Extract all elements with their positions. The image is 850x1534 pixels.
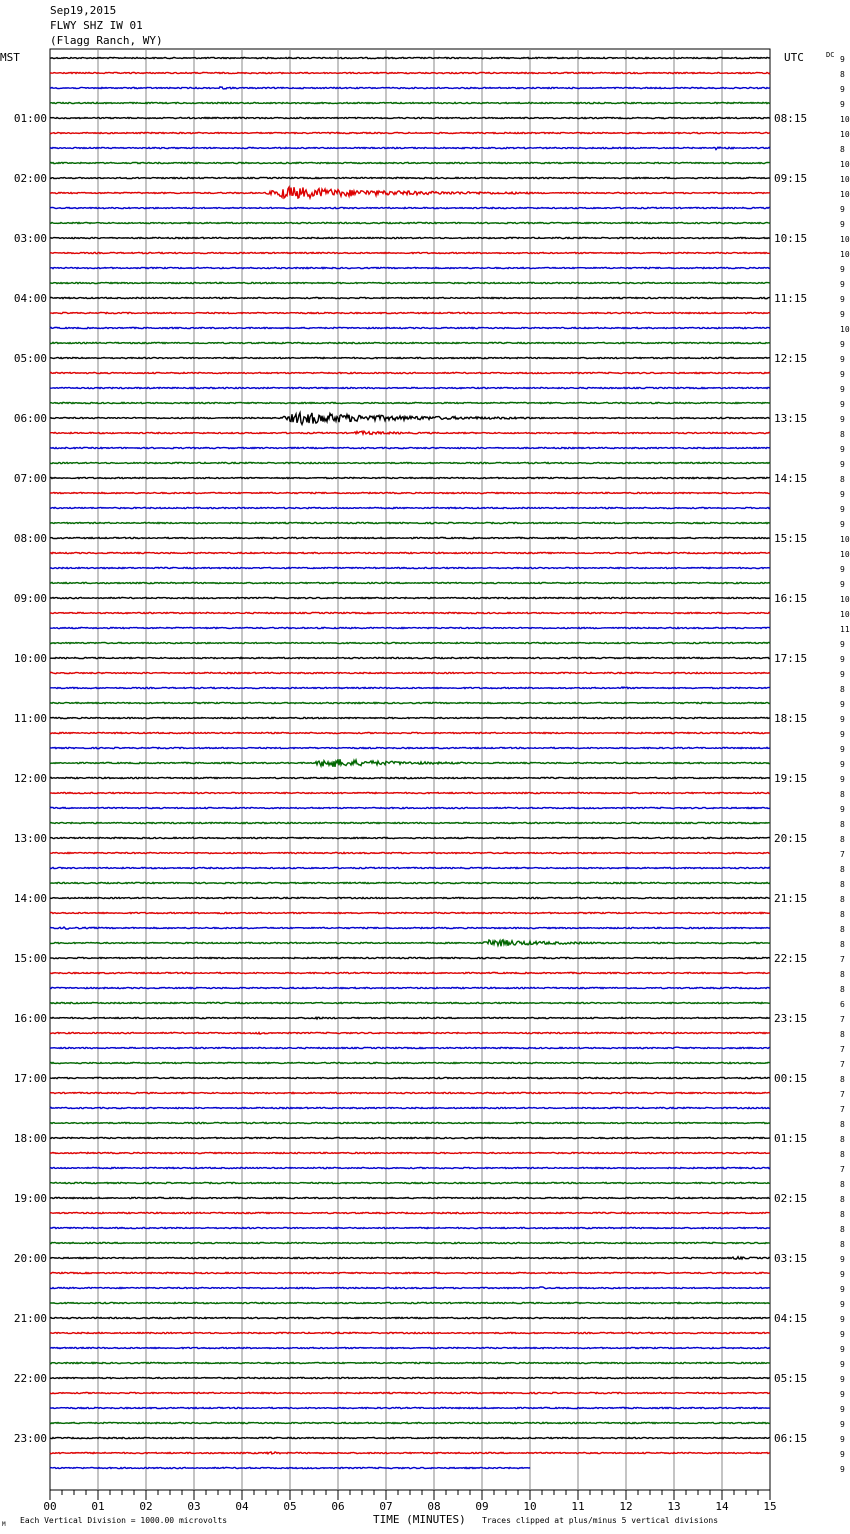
dc-offset-label: 9 [840,490,845,499]
seismic-trace [50,1347,770,1348]
location-label: (Flagg Ranch, WY) [50,34,163,47]
seismic-trace [50,657,770,658]
dc-offset-label: 10 [840,550,850,559]
dc-offset-label: 8 [840,925,845,934]
seismic-trace [50,940,770,947]
seismic-trace [50,1437,770,1438]
seismic-trace [50,582,770,583]
seismic-trace [50,117,770,118]
dc-offset-label: 9 [840,340,845,349]
vertical-division-note: Each Vertical Division = 1000.00 microvolts [20,1516,228,1525]
x-tick-label: 13 [667,1500,681,1513]
seismic-trace [50,852,770,853]
station-label: FLWY SHZ IW 01 [50,19,143,32]
dc-offset-label: 9 [840,700,845,709]
dc-offset-label: 9 [840,295,845,304]
dc-offset-label: 7 [840,1165,845,1174]
left-hour-label: 14:00 [13,892,47,905]
dc-offset-label: 9 [840,580,845,589]
seismic-trace [50,552,770,553]
seismic-trace [50,1227,770,1228]
seismic-trace [50,597,770,598]
left-hour-label: 20:00 [13,1252,47,1265]
seismic-trace [50,1422,770,1423]
x-tick-label: 02 [139,1500,153,1513]
dc-offset-label: 10 [840,595,850,604]
left-hour-label: 22:00 [13,1372,47,1385]
dc-offset-label: 9 [840,460,845,469]
dc-offset-label: 9 [840,205,845,214]
seismic-trace [50,387,770,388]
seismic-trace [50,327,770,328]
dc-offset-label: 9 [840,1315,845,1324]
seismic-trace [50,567,770,568]
right-hour-label: 23:15 [774,1012,808,1025]
seismic-trace [50,507,770,508]
seismic-trace [50,1317,770,1318]
dc-offset-label: 9 [840,100,845,109]
seismic-trace [50,132,770,133]
dc-offset-label: 9 [840,670,845,679]
seismic-trace [50,1362,770,1363]
dc-offset-label: 7 [840,955,845,964]
left-hour-label: 10:00 [13,652,47,665]
dc-offset-label: 10 [840,160,850,169]
dc-offset-label: 10 [840,190,850,199]
dc-offset-label: 9 [840,730,845,739]
dc-offset-label: 9 [840,1270,845,1279]
dc-offset-label: 9 [840,400,845,409]
dc-offset-label: 9 [840,520,845,529]
seismic-trace [50,372,770,373]
right-hour-label: 00:15 [774,1072,808,1085]
x-tick-label: 04 [235,1500,249,1513]
dc-offset-label: 8 [840,145,845,154]
seismic-trace [50,1017,770,1019]
right-hour-label: 14:15 [774,472,808,485]
left-hour-label: 18:00 [13,1132,47,1145]
dc-offset-label: 8 [840,430,845,439]
x-tick-label: 08 [427,1500,441,1513]
left-hour-label: 19:00 [13,1192,47,1205]
dc-offset-label: 9 [840,355,845,364]
dc-offset-label: 8 [840,790,845,799]
seismic-trace [50,1137,770,1138]
dc-offset-label: 9 [840,655,845,664]
seismic-trace [50,1077,770,1078]
dc-header-label: DC [826,51,835,59]
left-hour-label: 01:00 [13,112,47,125]
x-tick-label: 12 [619,1500,633,1513]
seismic-trace [50,57,770,58]
dc-offset-label: 10 [840,250,850,259]
dc-offset-label: 9 [840,310,845,319]
dc-offset-label: 9 [840,1435,845,1444]
seismic-trace [50,522,770,523]
dc-offset-label: 8 [840,1210,845,1219]
seismic-trace [50,282,770,283]
dc-offset-label: 9 [840,1285,845,1294]
right-hour-label: 03:15 [774,1252,808,1265]
dc-offset-label: 8 [840,1075,845,1084]
right-hour-label: 16:15 [774,592,808,605]
dc-offset-label: 9 [840,1465,845,1474]
dc-offset-label: 9 [840,1375,845,1384]
dc-offset-label: 9 [840,445,845,454]
x-tick-label: 05 [283,1500,297,1513]
left-hour-label: 05:00 [13,352,47,365]
dc-offset-label: 9 [840,55,845,64]
seismic-trace [50,702,770,703]
seismic-trace [50,237,770,238]
left-hour-label: 11:00 [13,712,47,725]
seismic-trace [50,413,770,425]
right-hour-label: 01:15 [774,1132,808,1145]
dc-offset-label: 7 [840,1090,845,1099]
date-label: Sep19,2015 [50,4,117,17]
dc-offset-label: 6 [840,1000,845,1009]
seismic-trace [50,1452,770,1454]
right-hour-label: 20:15 [774,832,808,845]
dc-offset-label: 9 [840,370,845,379]
seismic-trace [50,1062,770,1063]
left-hour-label: 16:00 [13,1012,47,1025]
seismic-trace [50,687,770,689]
x-axis-title: TIME (MINUTES) [373,1513,466,1526]
seismic-trace [50,1197,770,1198]
dc-offset-label: 10 [840,130,850,139]
seismic-trace [50,1242,770,1243]
dc-offset-label: 10 [840,175,850,184]
dc-offset-label: 8 [840,865,845,874]
dc-offset-label: 8 [840,1150,845,1159]
seismic-trace [50,927,770,929]
dc-offset-label: 8 [840,835,845,844]
dc-offset-label: 8 [840,985,845,994]
seismic-trace [50,747,770,748]
dc-offset-label: 10 [840,325,850,334]
dc-offset-label: 8 [840,1195,845,1204]
seismic-trace [50,1122,770,1123]
right-hour-label: 02:15 [774,1192,808,1205]
seismic-trace [50,312,770,313]
x-tick-label: 09 [475,1500,489,1513]
seismic-trace [50,1047,770,1048]
dc-offset-label: 8 [840,1030,845,1039]
seismic-trace [50,957,770,958]
seismic-trace [50,1392,770,1393]
seismic-trace [50,537,770,538]
dc-offset-label: 9 [840,715,845,724]
seismic-trace [50,207,770,208]
seismic-trace [50,462,770,463]
dc-offset-label: 10 [840,610,850,619]
dc-offset-label: 9 [840,1300,845,1309]
right-hour-label: 04:15 [774,1312,808,1325]
dc-offset-label: 9 [840,805,845,814]
seismic-trace [50,612,770,613]
x-tick-label: 00 [43,1500,57,1513]
dc-offset-label: 10 [840,115,850,124]
left-hour-label: 03:00 [13,232,47,245]
dc-offset-label: 9 [840,1345,845,1354]
seismic-trace [50,162,770,163]
seismic-trace [50,882,770,883]
seismic-trace [50,1332,770,1333]
x-tick-label: 07 [379,1500,393,1513]
dc-offset-label: 9 [840,1330,845,1339]
seismic-trace [50,1257,770,1260]
dc-offset-label: 7 [840,1060,845,1069]
x-tick-label: 01 [91,1500,105,1513]
left-hour-label: 07:00 [13,472,47,485]
right-hour-label: 05:15 [774,1372,808,1385]
seismic-trace [50,222,770,223]
seismic-trace [50,477,770,478]
seismic-trace [50,717,770,718]
seismic-trace [50,1152,770,1153]
dc-offset-label: 8 [840,1180,845,1189]
seismic-trace [50,1092,770,1093]
seismic-trace [50,1002,770,1003]
dc-offset-label: 8 [840,1120,845,1129]
dc-offset-label: 11 [840,625,850,634]
dc-offset-label: 7 [840,1105,845,1114]
seismic-trace [50,1182,770,1183]
right-hour-label: 12:15 [774,352,808,365]
seismic-trace [50,792,770,793]
dc-offset-label: 9 [840,1420,845,1429]
right-hour-label: 08:15 [774,112,808,125]
seismic-trace [50,777,770,778]
dc-offset-label: 9 [840,565,845,574]
dc-offset-label: 8 [840,685,845,694]
corner-mark: M [2,1521,6,1528]
dc-offset-label: 9 [840,220,845,229]
left-hour-label: 12:00 [13,772,47,785]
seismic-trace [50,1107,770,1108]
right-timezone-label: UTC [784,51,804,64]
dc-offset-label: 8 [840,1225,845,1234]
right-hour-label: 18:15 [774,712,808,725]
dc-offset-label: 8 [840,820,845,829]
dc-offset-label: 9 [840,1390,845,1399]
right-hour-label: 19:15 [774,772,808,785]
dc-offset-label: 9 [840,1405,845,1414]
seismic-trace [50,1272,770,1273]
x-tick-label: 15 [763,1500,777,1513]
dc-offset-label: 8 [840,895,845,904]
left-hour-label: 08:00 [13,532,47,545]
left-hour-label: 23:00 [13,1432,47,1445]
seismic-trace [50,867,770,868]
right-hour-label: 21:15 [774,892,808,905]
dc-offset-label: 8 [840,970,845,979]
left-hour-label: 06:00 [13,412,47,425]
seismic-trace [50,431,770,434]
clip-note: Traces clipped at plus/minus 5 vertical divisions [482,1516,719,1525]
right-hour-label: 17:15 [774,652,808,665]
left-hour-label: 02:00 [13,172,47,185]
seismic-trace [50,672,770,673]
dc-offset-label: 9 [840,505,845,514]
dc-offset-label: 9 [840,775,845,784]
seismic-trace [50,402,770,403]
dc-offset-label: 9 [840,1360,845,1369]
dc-offset-label: 7 [840,1015,845,1024]
seismic-trace [50,357,770,358]
dc-offset-label: 10 [840,535,850,544]
seismic-trace [50,1302,770,1303]
dc-offset-label: 9 [840,265,845,274]
seismic-trace [50,187,770,198]
left-hour-label: 17:00 [13,1072,47,1085]
seismic-trace [50,252,770,253]
dc-offset-label: 7 [840,1045,845,1054]
right-hour-label: 15:15 [774,532,808,545]
dc-offset-label: 8 [840,1240,845,1249]
seismic-trace [50,87,770,89]
seismic-trace [50,1167,770,1168]
seismic-trace [50,1032,770,1034]
x-tick-label: 11 [571,1500,585,1513]
seismic-trace [50,72,770,73]
x-tick-label: 03 [187,1500,201,1513]
seismic-trace [50,822,770,823]
dc-offset-label: 9 [840,745,845,754]
seismic-trace [50,972,770,973]
seismic-trace [50,759,770,767]
dc-offset-label: 9 [840,280,845,289]
seismic-trace [50,897,770,898]
seismic-trace [50,732,770,733]
dc-offset-label: 8 [840,940,845,949]
dc-offset-label: 9 [840,640,845,649]
dc-offset-label: 8 [840,1135,845,1144]
right-hour-label: 11:15 [774,292,808,305]
dc-offset-label: 9 [840,1450,845,1459]
x-tick-label: 10 [523,1500,537,1513]
seismic-trace [50,147,770,149]
dc-offset-label: 9 [840,85,845,94]
seismic-trace [50,492,770,493]
seismic-trace [50,987,770,988]
dc-offset-label: 9 [840,760,845,769]
dc-offset-label: 7 [840,850,845,859]
dc-offset-label: 9 [840,385,845,394]
dc-offset-label: 8 [840,475,845,484]
dc-offset-label: 9 [840,1255,845,1264]
right-hour-label: 10:15 [774,232,808,245]
left-hour-label: 21:00 [13,1312,47,1325]
seismic-trace [50,807,770,808]
seismic-trace [50,267,770,268]
dc-offset-label: 10 [840,235,850,244]
seismic-trace [50,627,770,628]
x-tick-label: 14 [715,1500,729,1513]
dc-offset-label: 8 [840,910,845,919]
left-hour-label: 15:00 [13,952,47,965]
seismic-trace [50,1407,770,1408]
right-hour-label: 13:15 [774,412,808,425]
dc-offset-label: 8 [840,880,845,889]
left-hour-label: 13:00 [13,832,47,845]
seismic-trace [50,447,770,448]
right-hour-label: 22:15 [774,952,808,965]
left-hour-label: 04:00 [13,292,47,305]
seismic-trace [50,1212,770,1213]
seismic-trace [50,102,770,103]
seismic-trace [50,642,770,643]
seismic-trace [50,297,770,298]
seismic-trace [50,912,770,913]
dc-offset-label: 8 [840,70,845,79]
seismic-trace [50,342,770,343]
left-hour-label: 09:00 [13,592,47,605]
seismic-trace [50,1287,770,1289]
right-hour-label: 09:15 [774,172,808,185]
dc-offset-label: 9 [840,415,845,424]
seismic-trace [50,837,770,838]
right-hour-label: 06:15 [774,1432,808,1445]
left-timezone-label: MST [0,51,20,64]
seismic-trace [50,1377,770,1378]
seismic-trace [50,177,770,178]
x-tick-label: 06 [331,1500,345,1513]
